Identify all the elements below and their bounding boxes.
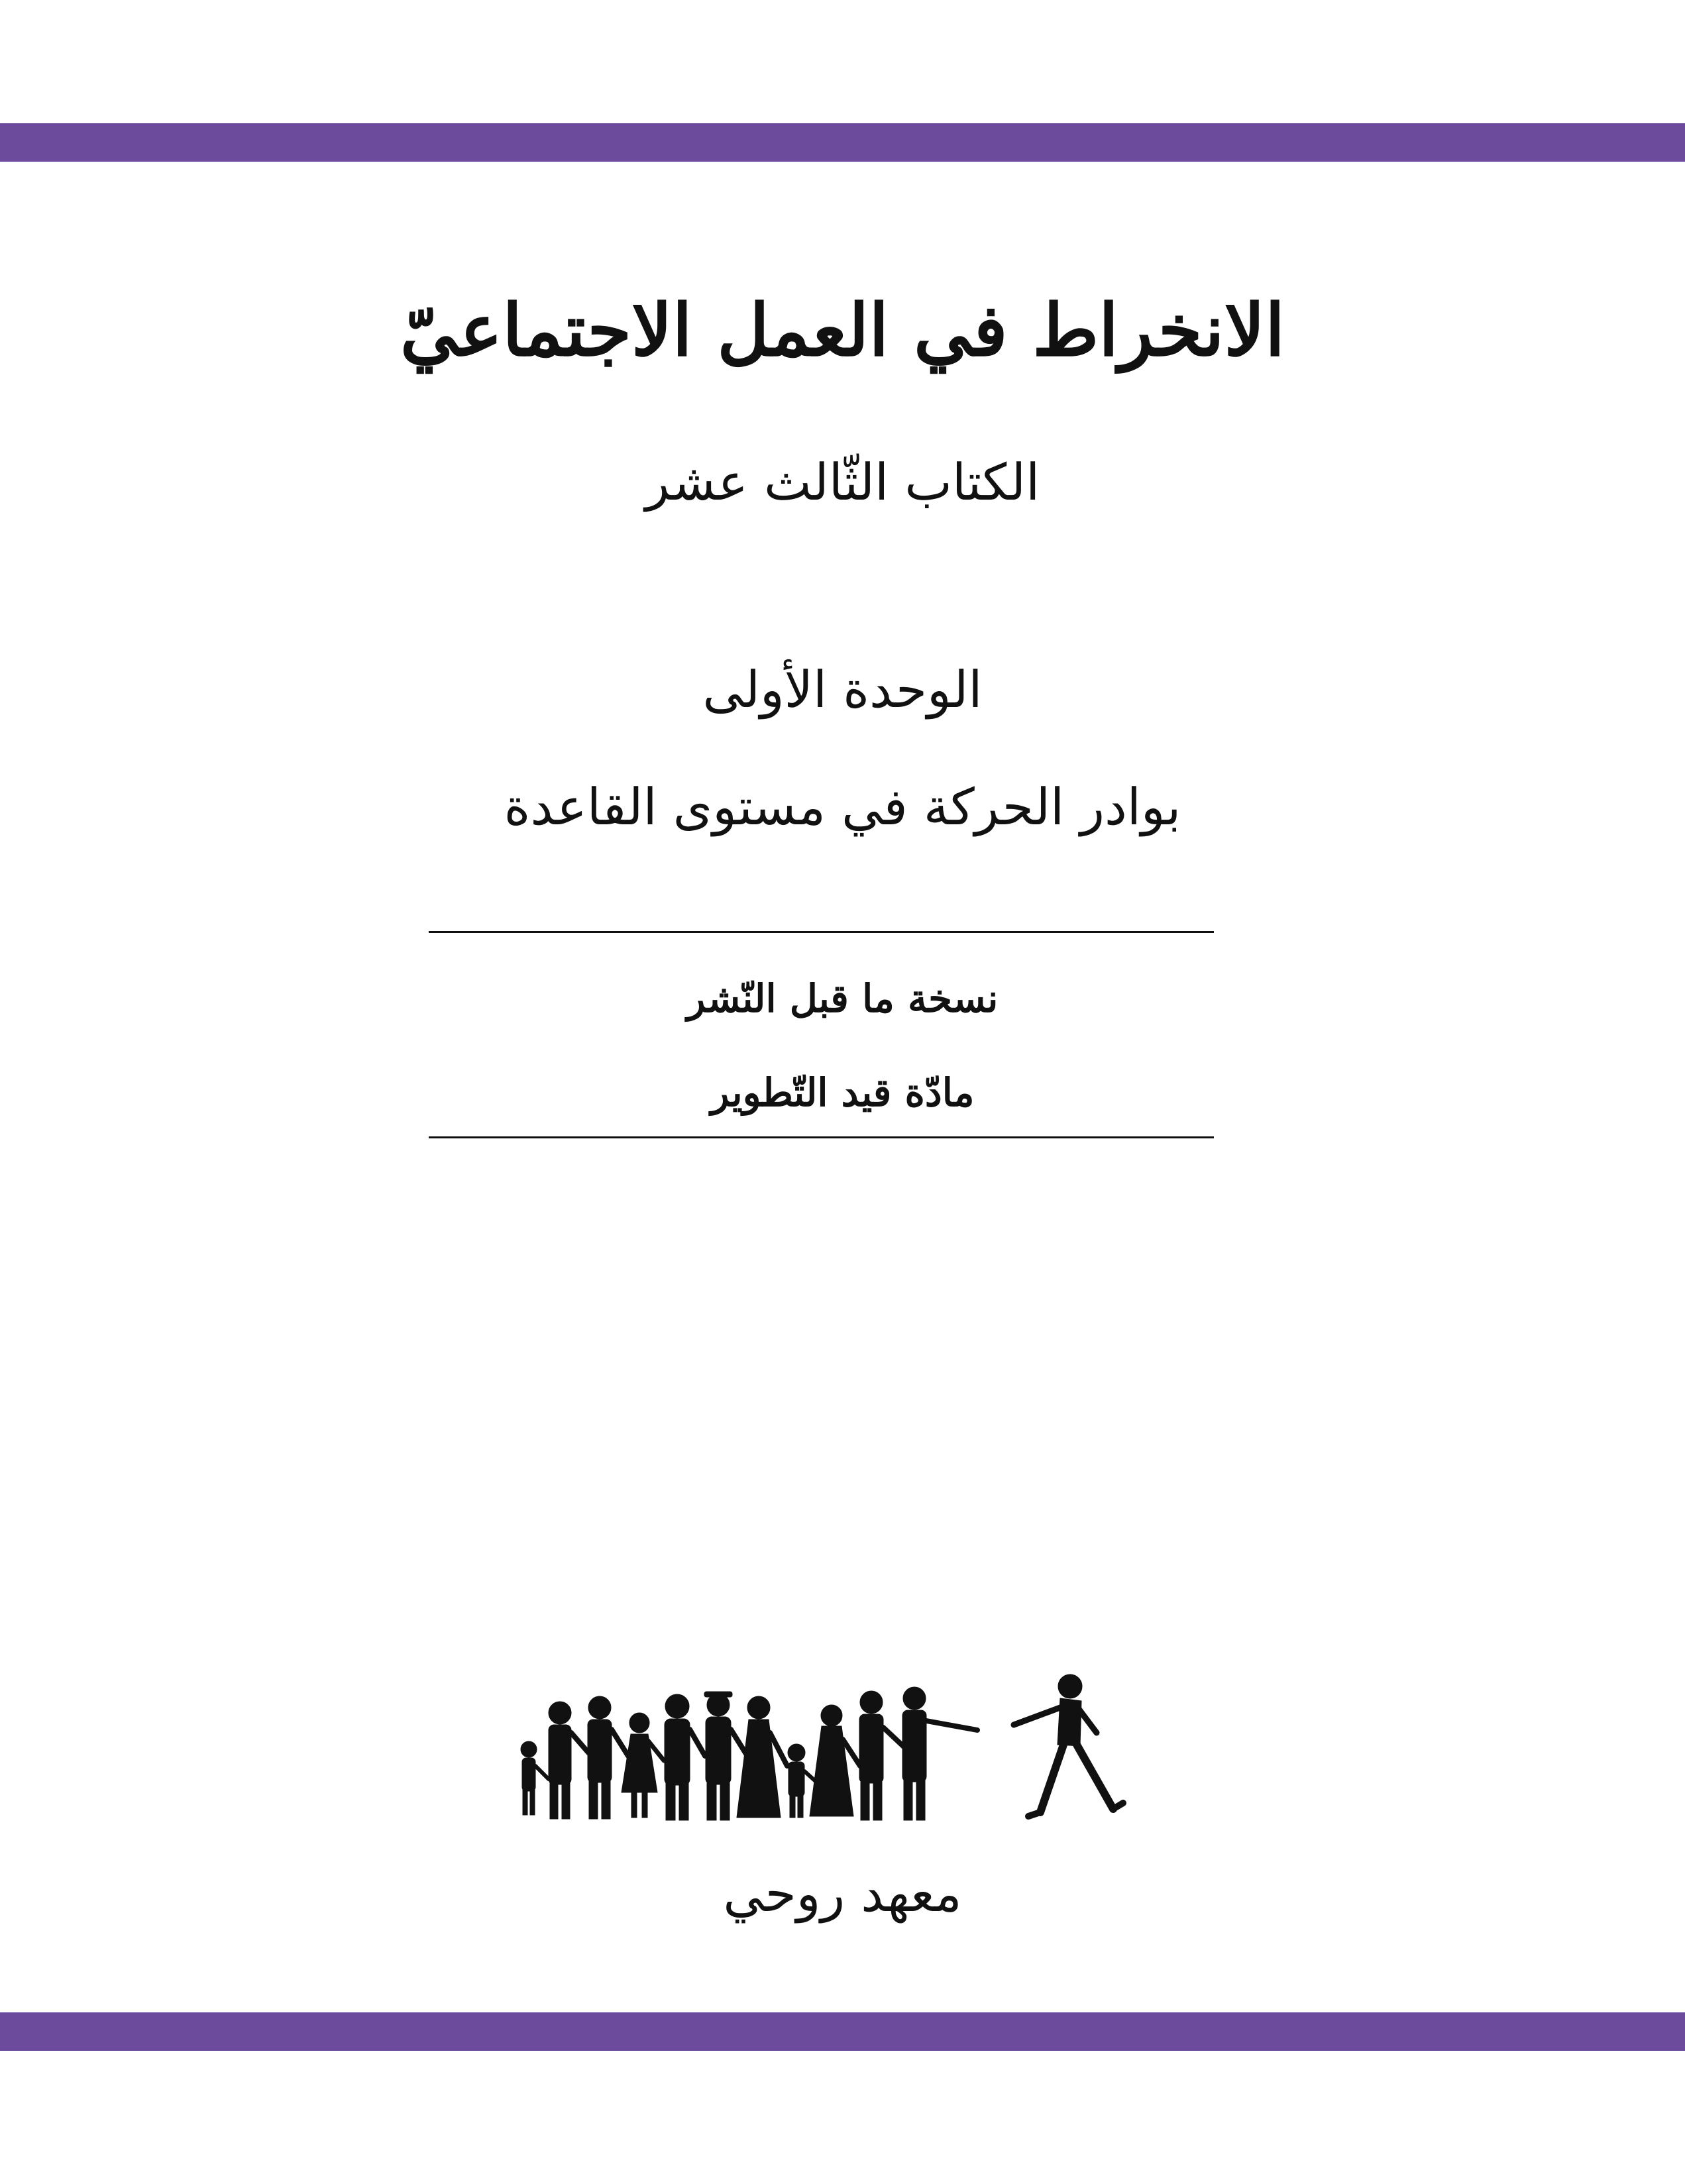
draft-notice-line-1: نسخة ما قبل النّشر	[686, 976, 999, 1021]
unit-name: بوادر الحركة في مستوى القاعدة	[504, 777, 1181, 836]
draft-notice-line-2: مادّة قيد التّطوير	[710, 1070, 975, 1115]
publisher-name: معهد روحي	[723, 1864, 962, 1923]
people-chain-silhouette-icon	[510, 1666, 1173, 1826]
book-title: الانخراط في العمل الاجتماعيّ	[400, 289, 1285, 372]
divider-top	[429, 931, 1214, 933]
top-accent-bar	[0, 123, 1685, 162]
bottom-accent-bar	[0, 2012, 1685, 2051]
unit-number: الوحدة الأولى	[702, 660, 983, 719]
book-number: الكتاب الثّالث عشر	[645, 453, 1040, 512]
divider-bottom	[429, 1136, 1214, 1138]
